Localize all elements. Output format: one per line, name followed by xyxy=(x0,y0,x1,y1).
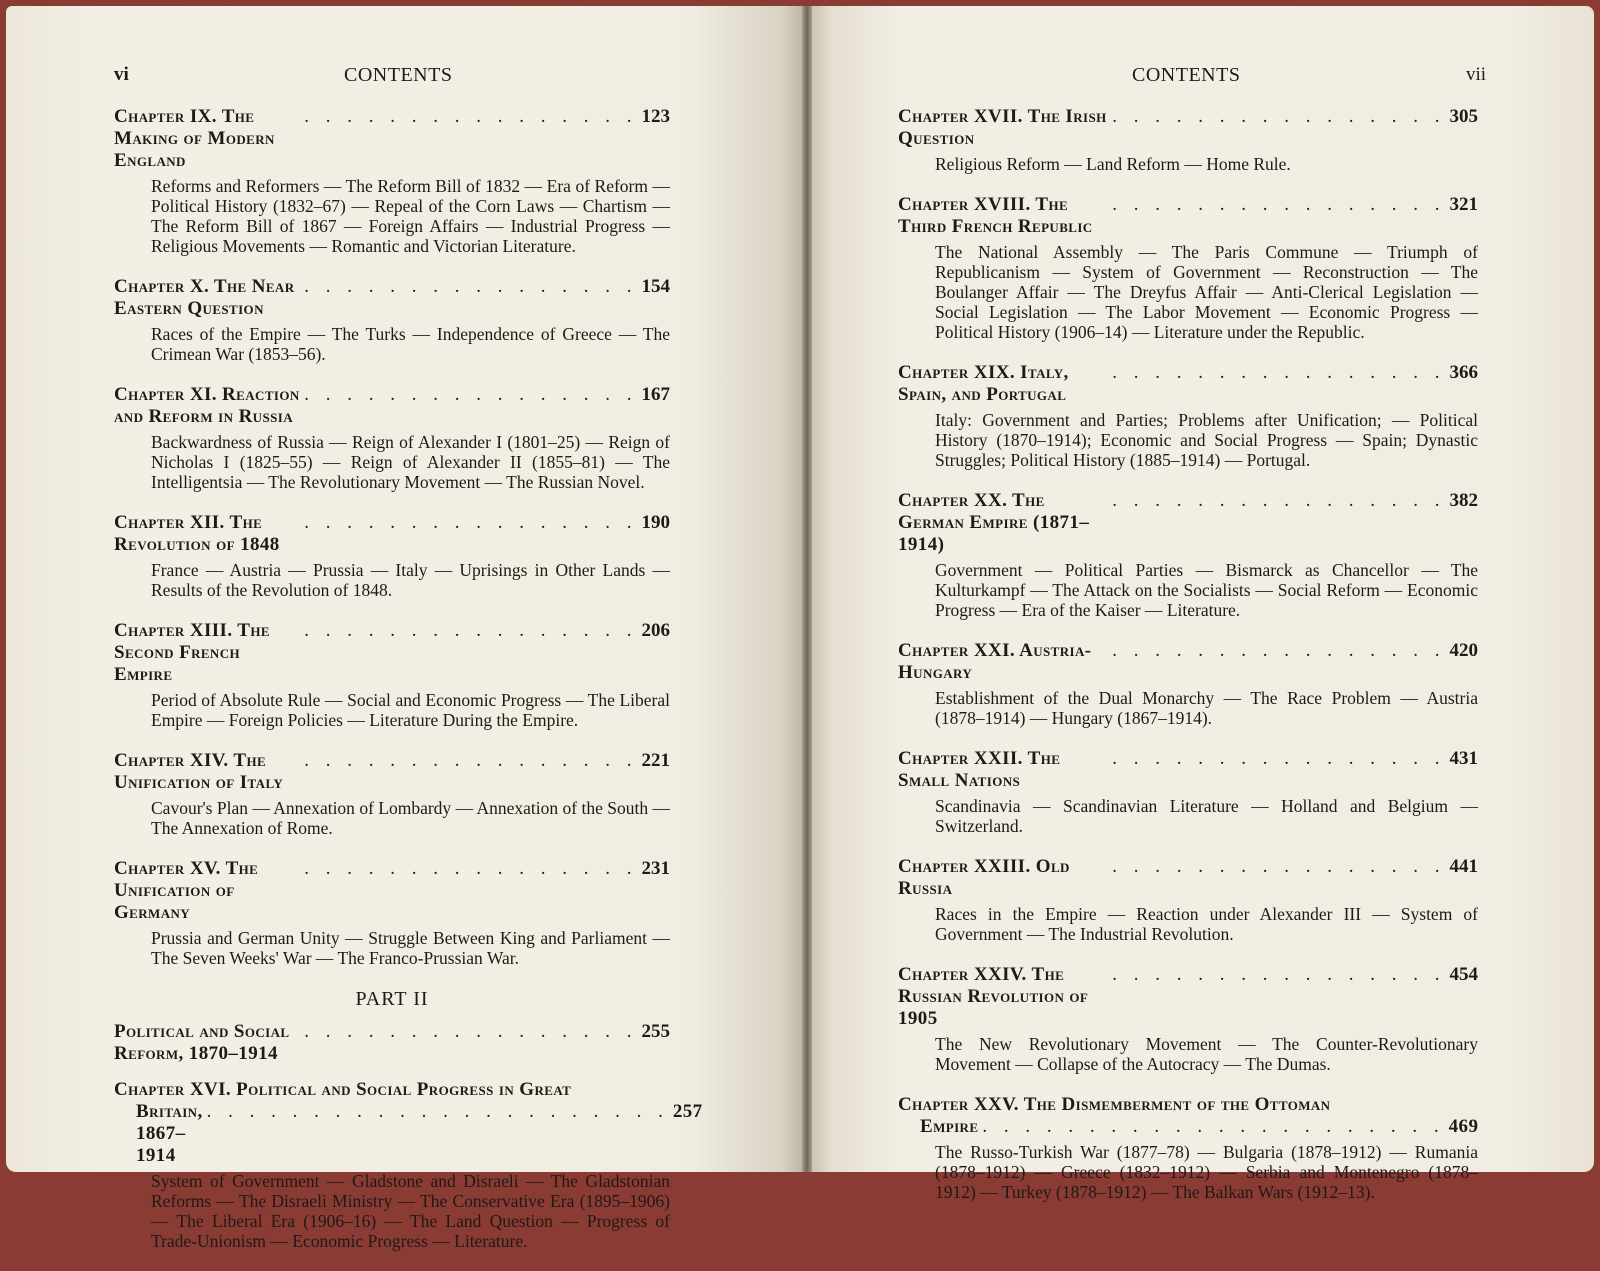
chapter-title: Chapter XIII. The Second French Empire xyxy=(114,620,270,685)
chapter-title: Chapter XIV. The Unification of Italy xyxy=(114,750,284,793)
page-ref: 154 xyxy=(641,276,670,297)
left-page xyxy=(6,6,806,1251)
toc-entry: Chapter XXIV. The Russian Revolution of 1905 . . . . . . . . . . . . . . . . 454 The New Revolutionary Movement — The Counter-Revolutionary Movement — Collapse of the Autocracy — The Dumas. xyxy=(898,964,1478,1074)
page-ref: 255 xyxy=(641,1021,670,1042)
chapter-summary: Italy: Government and Parties; Problems after Unification; — Political History (1870–1914); Economic and Social Progress — Spain; Dynastic Struggles; Political History (1885–1914) — Portugal. xyxy=(935,410,1478,470)
toc-entry: Chapter XXIII. Old Russia . . . . . . . . . . . . . . . . 441 Races in the Empire — Reaction under Alexander III — System of Government — The Industrial Revolution. xyxy=(898,856,1478,944)
toc-entry: Chapter XIX. Italy, Spain, and Portugal . . . . . . . . . . . . . . . . 366 Italy: Government and Parties; Problems after Unification; — Political History (1870–1914); Economic and Social Progress — Spain; Dynastic Struggles; Political History (1885–1914) — Portugal. xyxy=(898,362,1478,470)
toc-entry: Chapter XIII. The Second French Empire . . . . . . . . . . . . . . . . 206 Period of Absolute Rule — Social and Economic Progress — The Liberal Empire — Foreign Policies — Literature During the Empire. xyxy=(114,620,670,730)
page-ref: 221 xyxy=(641,750,670,771)
toc-entry: Chapter XVII. The Irish Question . . . . . . . . . . . . . . . . 305 Religious Reform — Land Reform — Home Rule. xyxy=(898,106,1478,174)
chapter-title-continued: Empire xyxy=(920,1116,979,1137)
page-ref: 431 xyxy=(1449,748,1478,769)
page-ref: 305 xyxy=(1449,106,1478,127)
chapter-title: Chapter XVI. Political and Social Progress in Great xyxy=(114,1079,572,1100)
page-ref: 257 xyxy=(672,1101,703,1122)
book-spread xyxy=(6,6,1594,1251)
chapter-title: Chapter XXIV. The Russian Revolution of 1905 xyxy=(898,964,1089,1029)
chapter-summary: Races in the Empire — Reaction under Alexander III — System of Government — The Industrial Revolution. xyxy=(935,904,1478,944)
toc-entry: Chapter XVIII. The Third French Republic . . . . . . . . . . . . . . . . 321 The National Assembly — The Paris Commune — Triumph of Republicanism — System of Government — Reconstruction — The Boulanger Affair — The Dreyfus Affair — Anti-Clerical Legislation — Social Legislation — The Labor Movement — Economic Progress — Political History (1906–14) — Literature under the Republic. xyxy=(898,194,1478,342)
toc-entry: Chapter IX. The Making of Modern England . . . . . . . . . . . . . . . . 123 Reforms and Reformers — The Reform Bill of 1832 — Era of Reform — Political History (1832–67) — Repeal of the Corn Laws — Chartism — The Reform Bill of 1867 — Foreign Affairs — Industrial Progress — Religious Movements — Romantic and Victorian Literature. xyxy=(114,106,670,256)
chapter-summary: Backwardness of Russia — Reign of Alexander I (1801–25) — Reign of Nicholas I (1825–55) — Reign of Alexander II (1855–81) — The Intelligentsia — The Revolutionary Movement — The Russian Novel. xyxy=(151,432,670,492)
toc-entry: Chapter XV. The Unification of Germany . . . . . . . . . . . . . . . . 231 Prussia and German Unity — Struggle Between King and Parliament — The Seven Weeks' War — The Franco-Prussian War. xyxy=(114,858,670,968)
page-ref: 382 xyxy=(1449,490,1478,511)
page-ref: 420 xyxy=(1449,640,1478,661)
chapter-title: Chapter XXII. The Small Nations xyxy=(898,748,1061,791)
chapter-title: Chapter XXV. The Dismemberment of the Ottoman xyxy=(898,1094,1331,1115)
chapter-title: Chapter X. The Near Eastern Question xyxy=(114,276,295,319)
page-ref: 454 xyxy=(1449,964,1478,985)
chapter-summary: Prussia and German Unity — Struggle Between King and Parliament — The Seven Weeks' War — The Franco-Prussian War. xyxy=(151,928,670,968)
chapter-title: Chapter XXIII. Old Russia xyxy=(898,856,1070,899)
chapter-title: Chapter XVII. The Irish Question xyxy=(898,106,1107,149)
toc-entry: Chapter XXII. The Small Nations . . . . . . . . . . . . . . . . 431 Scandinavia — Scandinavian Literature — Holland and Belgium — Switzerland. xyxy=(898,748,1478,836)
section-title: Political and Social Reform, 1870–1914 xyxy=(114,1021,290,1064)
chapter-summary: Races of the Empire — The Turks — Independence of Greece — The Crimean War (1853–56). xyxy=(151,324,670,364)
page-ref: 206 xyxy=(641,620,670,641)
chapter-title: Chapter XV. The Unification of Germany xyxy=(114,858,259,923)
toc-entry: Chapter XVI. Political and Social Progress in Great Britain, 1867–1914 . . . . . . . . . . . . . . . . . . . . . . 257 System of Government — Gladstone and Disraeli — The Gladstonian Reforms — The Disraeli Ministry — The Conservative Era (1895–1906) — The Liberal Era (1906–16) — The Land Question — Progress of Trade-Unionism — Economic Progress — Literature. xyxy=(114,1079,703,1251)
chapter-summary: The New Revolutionary Movement — The Counter-Revolutionary Movement — Collapse of the Autocracy — The Dumas. xyxy=(935,1034,1478,1074)
chapter-title: Chapter XXI. Austria-Hungary xyxy=(898,640,1092,683)
page-ref: 123 xyxy=(641,106,670,127)
page-ref: 469 xyxy=(1448,1116,1479,1137)
toc-left xyxy=(114,106,703,1271)
chapter-summary: System of Government — Gladstone and Disraeli — The Gladstonian Reforms — The Disraeli Ministry — The Conservative Era (1895–1906) — The Liberal Era (1906–16) — The Land Question — Progress of Trade-Unionism — Economic Progress — Literature. xyxy=(151,1171,670,1251)
part-heading: PART II xyxy=(355,988,429,1010)
toc-entry: Chapter X. The Near Eastern Question . . . . . . . . . . . . . . . . 154 Races of the Empire — The Turks — Independence of Greece — The Crimean War (1853–56). xyxy=(114,276,670,364)
chapter-summary: The Russo-Turkish War (1877–78) — Bulgaria (1878–1912) — Rumania (1878–1912) — Greece (1832–1912) — Serbia and Montenegro (1878–1912) — Turkey (1878–1912) — The Balkan Wars (1912–13). xyxy=(935,1142,1478,1202)
chapter-title: Chapter XIX. Italy, Spain, and Portugal xyxy=(898,362,1069,405)
chapter-title: Chapter XII. The Revolution of 1848 xyxy=(114,512,280,555)
chapter-summary: The National Assembly — The Paris Commune — Triumph of Republicanism — System of Government — Reconstruction — The Boulanger Affair — The Dreyfus Affair — Anti-Clerical Legislation — Social Legislation — The Labor Movement — Economic Progress — Political History (1906–14) — Literature under the Republic. xyxy=(935,242,1478,342)
chapter-summary: Establishment of the Dual Monarchy — The Race Problem — Austria (1878–1914) — Hungary (1867–1914). xyxy=(935,688,1478,728)
chapter-summary: Government — Political Parties — Bismarck as Chancellor — The Kulturkampf — The Attack on the Socialists — Social Reform — Economic Progress — Era of the Kaiser — Literature. xyxy=(935,560,1478,620)
right-page xyxy=(806,6,1594,1202)
page-ref: 231 xyxy=(641,858,670,879)
chapter-summary: Period of Absolute Rule — Social and Economic Progress — The Liberal Empire — Foreign Policies — Literature During the Empire. xyxy=(151,690,670,730)
chapter-summary: Scandinavia — Scandinavian Literature — Holland and Belgium — Switzerland. xyxy=(935,796,1478,836)
toc-entry: Chapter XIV. The Unification of Italy . . . . . . . . . . . . . . . . 221 Cavour's Plan — Annexation of Lombardy — Annexation of the South — The Annexation of Rome. xyxy=(114,750,670,838)
toc-entry: Chapter XI. Reaction and Reform in Russia . . . . . . . . . . . . . . . . 167 Backwardness of Russia — Reign of Alexander I (1801–25) — Reign of Nicholas I (1825–55) — Reign of Alexander II (1855–81) — The Intelligentsia — The Revolutionary Movement — The Russian Novel. xyxy=(114,384,670,492)
page-ref: 190 xyxy=(641,512,670,533)
chapter-title: Chapter IX. The Making of Modern England xyxy=(114,106,275,171)
page-ref: 321 xyxy=(1449,194,1478,215)
toc-entry: Chapter XII. The Revolution of 1848 . . . . . . . . . . . . . . . . 190 France — Austria — Prussia — Italy — Uprisings in Other Lands — Results of the Revolution of 1848. xyxy=(114,512,670,600)
chapter-summary: Religious Reform — Land Reform — Home Rule. xyxy=(935,154,1291,174)
chapter-summary: Reforms and Reformers — The Reform Bill of 1832 — Era of Reform — Political History (1832–67) — Repeal of the Corn Laws — Chartism — The Reform Bill of 1867 — Foreign Affairs — Industrial Progress — Religious Movements — Romantic and Victorian Literature. xyxy=(151,176,670,256)
toc-entry: Political and Social Reform, 1870–1914 . . . . . . . . . . . . . . . . 255 xyxy=(114,1021,670,1064)
toc-right xyxy=(898,106,1478,1222)
toc-entry: Chapter XXI. Austria-Hungary . . . . . . . . . . . . . . . . 420 Establishment of the Dual Monarchy — The Race Problem — Austria (1878–1914) — Hungary (1867–1914). xyxy=(898,640,1478,728)
chapter-title: Chapter XX. The German Empire (1871–1914) xyxy=(898,490,1090,555)
page-number-right: vii xyxy=(1466,64,1487,85)
chapter-summary: Cavour's Plan — Annexation of Lombardy — Annexation of the South — The Annexation of Rome. xyxy=(151,798,670,838)
page-ref: 366 xyxy=(1449,362,1478,383)
page-header-right: CONTENTS xyxy=(1132,64,1241,86)
page-ref: 441 xyxy=(1449,856,1478,877)
chapter-title: Chapter XI. Reaction and Reform in Russia xyxy=(114,384,300,427)
toc-entry: Chapter XX. The German Empire (1871–1914) . . . . . . . . . . . . . . . . 382 Government — Political Parties — Bismarck as Chancellor — The Kulturkampf — The Attack on the Socialists — Social Reform — Economic Progress — Era of the Kaiser — Literature. xyxy=(898,490,1478,620)
toc-entry: Chapter XXV. The Dismemberment of the Ottoman Empire . . . . . . . . . . . . . . . . . . . . . . 469 The Russo-Turkish War (1877–78) — Bulgaria (1878–1912) — Rumania (1878–1912) — Greece (1832–1912) — Serbia and Montenegro (1878–1912) — Turkey (1878–1912) — The Balkan Wars (1912–13). xyxy=(898,1094,1479,1202)
book-gutter xyxy=(802,6,812,1172)
chapter-title: Chapter XVIII. The Third French Republic xyxy=(898,194,1093,237)
chapter-title-continued: Britain, 1867–1914 xyxy=(136,1101,203,1166)
chapter-summary: France — Austria — Prussia — Italy — Uprisings in Other Lands — Results of the Revolution of 1848. xyxy=(151,560,670,600)
page-ref: 167 xyxy=(641,384,670,405)
page-number-left: vi xyxy=(114,64,129,85)
page-header-left: CONTENTS xyxy=(344,64,453,86)
